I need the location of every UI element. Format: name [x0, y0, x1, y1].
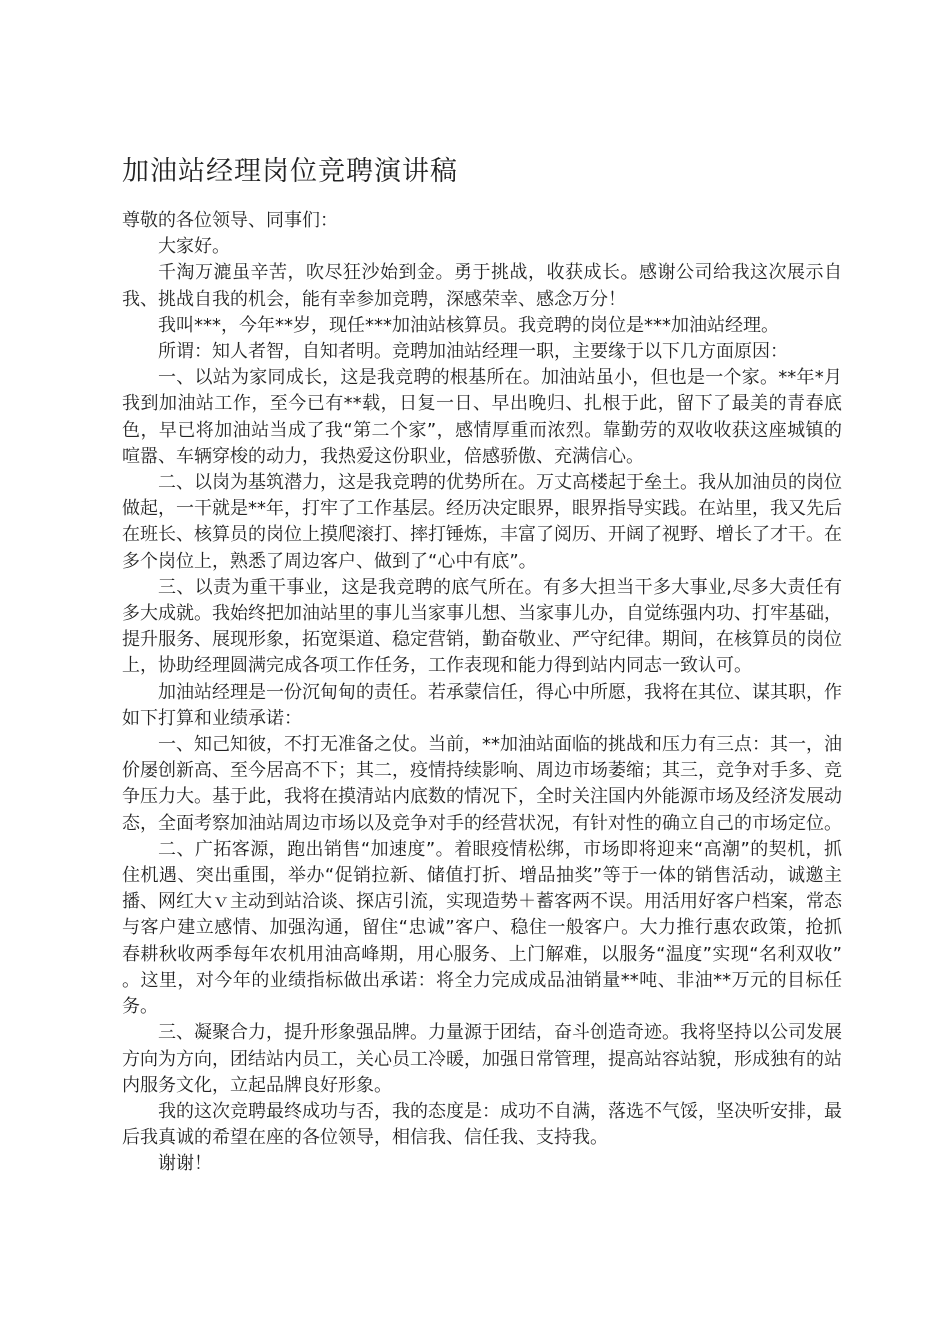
paragraph: 加油站经理是一份沉甸甸的责任。若承蒙信任，得心中所愿，我将在其位、谋其职，作如下打算和业绩承诺：: [122, 681, 842, 729]
paragraph: 一、知己知彼，不打无准备之仗。当前，**加油站面临的挑战和压力有三点：其一，油价屡创新高、至今居高不下；其二，疫情持续影响、周边市场萎缩；其三，竞争对手多、竞争压力大。基于此，我将在摸清站内底数的情况下，全时关注国内外能源市场及经济发展动态，全面考察加油站周边市场以及竞争对手的经营状况，有针对性的确立自己的市场定位。: [122, 734, 842, 834]
paragraph: 千淘万漉虽辛苦，吹尽狂沙始到金。勇于挑战，收获成长。感谢公司给我这次展示自我、挑战自我的机会，能有幸参加竞聘，深感荣幸、感念万分！: [122, 262, 842, 310]
paragraph: 谢谢！: [158, 1153, 212, 1175]
paragraph: 三、凝聚合力，提升形象强品牌。力量源于团结，奋斗创造奇迹。我将坚持以公司发展方向为方向，团结站内员工，关心员工冷暖，加强日常管理，提高站容站貌，形成独有的站内服务文化，立起品牌良好形象。: [122, 1022, 842, 1096]
paragraph: 所谓：知人者智，自知者明。竞聘加油站经理一职，主要缘于以下几方面原因：: [158, 341, 788, 363]
paragraph: 我叫***，今年**岁，现任***加油站核算员。我竞聘的岗位是***加油站经理。: [158, 314, 779, 336]
document-page: [122, 150, 842, 1178]
paragraph: 一、以站为家同成长，这是我竞聘的根基所在。加油站虽小，但也是一个家。**年*月我到加油站工作，至今已有**载，日复一日、早出晚归、扎根于此，留下了最美的青春底色，早已将加油站当成了我“第二个家”，感情厚重而浓烈。靠勤劳的双收收获这座城镇的喧嚣、车辆穿梭的动力，我热爱这份职业，倍感骄傲、充满信心。: [122, 367, 842, 467]
paragraph: 二、以岗为基筑潜力，这是我竞聘的优势所在。万丈高楼起于垒土。我从加油员的岗位做起，一干就是**年，打牢了工作基层。经历决定眼界，眼界指导实践。在站里，我又先后在班长、核算员的岗位上摸爬滚打、摔打锤炼，丰富了阅历、开阔了视野、增长了才干。在多个岗位上，熟悉了周边客户、做到了“心中有底”。: [122, 472, 842, 572]
document-title: 加油站经理岗位竞聘演讲稿: [122, 156, 458, 187]
salutation: 尊敬的各位领导、同事们：: [122, 210, 338, 231]
paragraph: 三、以责为重干事业，这是我竞聘的底气所在。有多大担当干多大事业,尽多大责任有多大成就。我始终把加油站里的事儿当家事儿想、当家事儿办，自觉练强内功、打牢基础，提升服务、展现形象，拓宽渠道、稳定营销，勤奋敬业、严守纪律。期间，在核算员的岗位上，协助经理圆满完成各项工作任务，工作表现和能力得到站内同志一致认可。: [122, 576, 842, 677]
paragraph: 我的这次竞聘最终成功与否，我的态度是：成功不自满，落选不气馁，坚决听安排，最后我真诚的希望在座的各位领导，相信我、信任我、支持我。: [122, 1100, 842, 1149]
paragraph: 二、广拓客源，跑出销售“加速度”。着眼疫情松绑，市场即将迎来“高潮”的契机，抓住机遇、突出重围，举办“促销拉新、储值打折、增品抽奖”等于一体的销售活动，诚邀主播、网红大ｖ主动到站洽谈、探店引流，实现造势＋蓄客两不误。用活用好客户档案，常态与客户建立感情、加强沟通，留住“忠诚”客户、稳住一般客户。大力推行惠农政策，抢抓春耕秋收两季每年农机用油高峰期，用心服务、上门解难，以服务“温度”实现“名利双收” 。这里，对今年的业绩指标做出承诺：将全力完成成品油销量**吨、非油**万元的目标任务。: [122, 838, 842, 1018]
paragraph: 大家好。: [158, 236, 230, 258]
